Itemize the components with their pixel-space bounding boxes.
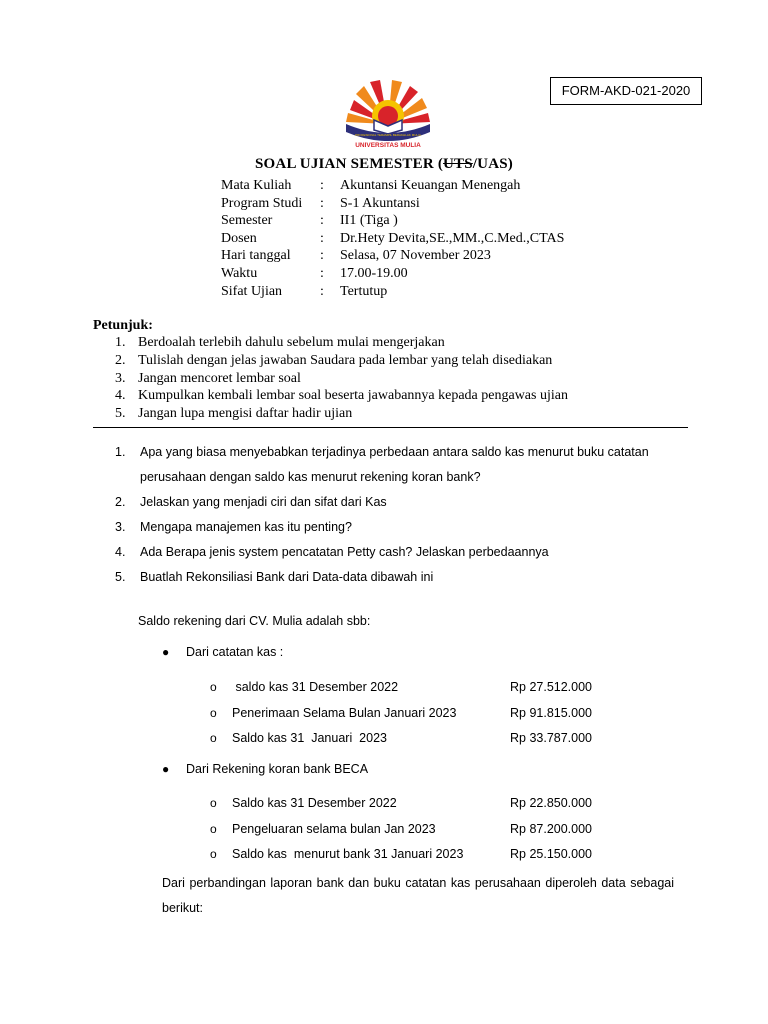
- question-item: [115, 540, 680, 565]
- title-struck-uts: UTS: [443, 156, 473, 172]
- circle-bullet-icon: o: [210, 847, 217, 861]
- closing-paragraph: Dari perbandingan laporan bank dan buku catatan kas perusahaan diperoleh data sebagai berikut:: [162, 876, 674, 915]
- question-item: [115, 490, 680, 515]
- logo-banner-text: UNIVERSITAS MULIA: [355, 142, 421, 149]
- balance-label: Penerimaan Selama Bulan Januari 2023: [232, 705, 457, 720]
- instruction-number: 2.: [115, 352, 126, 368]
- question-item: [115, 440, 680, 490]
- instruction-text: Jangan lupa mengisi daftar hadir ujian: [138, 406, 353, 422]
- university-logo: [340, 80, 436, 150]
- question-number: 4.: [115, 545, 126, 559]
- balance-label: saldo kas 31 Desember 2022: [232, 680, 399, 694]
- info-label: Semester: [221, 213, 273, 229]
- bullet-icon: ●: [162, 762, 170, 776]
- balance-amount: Rp 25.150.000: [510, 847, 593, 861]
- questions-list: [115, 440, 680, 590]
- info-colon: :: [320, 283, 324, 299]
- info-value: Selasa, 07 November 2023: [340, 248, 491, 264]
- question-text: Jelaskan yang menjadi ciri dan sifat dari Kas: [140, 495, 387, 509]
- instruction-number: 5.: [115, 406, 126, 422]
- info-colon: :: [320, 213, 324, 229]
- instruction-text: Berdoalah terlebih dahulu sebelum mulai mengerjakan: [138, 335, 445, 350]
- catatan-kas-rows: [0, 675, 768, 752]
- balance-amount: Rp 27.512.000: [510, 680, 593, 694]
- question-number: 3.: [115, 520, 126, 534]
- balance-amount: Rp 91.815.000: [510, 705, 593, 720]
- info-value: II1 (Tiga ): [340, 213, 398, 229]
- info-value: Akuntansi Keuangan Menengah: [340, 178, 521, 193]
- section-heading-text: Dari Rekening koran bank BECA: [186, 762, 369, 776]
- balance-amount: Rp 87.200.000: [510, 821, 593, 836]
- logo-ribbon-text: PROFESIONAL TERAMPIL BERAKHLAK MULIA: [355, 133, 421, 137]
- circle-bullet-icon: o: [210, 821, 217, 836]
- title-prefix: SOAL UJIAN SEMESTER (: [255, 156, 444, 172]
- question-item: [115, 565, 680, 590]
- instructions-heading: Petunjuk:: [93, 318, 153, 333]
- info-colon: :: [320, 230, 324, 246]
- info-label: Dosen: [221, 230, 257, 246]
- info-colon: :: [320, 178, 324, 193]
- circle-bullet-icon: o: [210, 705, 217, 720]
- balance-label: Saldo kas menurut bank 31 Januari 2023: [232, 847, 464, 861]
- instruction-number: 4.: [115, 388, 126, 404]
- info-colon: :: [320, 265, 324, 281]
- info-label: Waktu: [221, 265, 258, 281]
- info-colon: :: [320, 248, 324, 264]
- balance-row: [0, 701, 768, 727]
- balance-row: [0, 817, 768, 843]
- info-label: Sifat Ujian: [221, 283, 283, 299]
- info-label: Mata Kuliah: [221, 178, 292, 193]
- info-colon: :: [320, 195, 324, 211]
- balance-row: [0, 791, 768, 817]
- circle-bullet-icon: o: [210, 796, 217, 810]
- info-value: S-1 Akuntansi: [340, 195, 420, 211]
- info-label: Hari tanggal: [221, 248, 291, 264]
- balance-label: Saldo kas 31 Desember 2022: [232, 796, 397, 810]
- question-number: 5.: [115, 570, 126, 584]
- balance-amount: Rp 22.850.000: [510, 796, 593, 810]
- balance-label: Pengeluaran selama bulan Jan 2023: [232, 821, 436, 836]
- form-code-box: FORM-AKD-021-2020: [550, 77, 702, 105]
- question-text: Apa yang biasa menyebabkan terjadinya perbedaan antara saldo kas menurut buku catatan perusahaan dengan saldo kas menurut rekening koran bank?: [140, 445, 649, 484]
- info-value: Dr.Hety Devita,SE.,MM.,C.Med.,CTAS: [340, 230, 565, 246]
- question-item: [115, 515, 680, 540]
- instruction-number: 1.: [115, 335, 126, 350]
- bullet-icon: ●: [162, 645, 170, 659]
- info-value: Tertutup: [340, 283, 388, 299]
- circle-bullet-icon: o: [210, 680, 217, 694]
- title-suffix: /UAS): [472, 156, 513, 172]
- instruction-text: Kumpulkan kembali lembar soal beserta jawabannya kepada pengawas ujian: [138, 388, 568, 404]
- balance-row: [0, 842, 768, 868]
- circle-bullet-icon: o: [210, 731, 217, 745]
- university-logo-graphic: [340, 80, 436, 150]
- instruction-text: Tulislah dengan jelas jawaban Saudara pada lembar yang telah disediakan: [138, 352, 553, 368]
- question-number: 1.: [115, 445, 126, 459]
- info-label: Program Studi: [221, 195, 303, 211]
- rekening-koran-rows: [0, 791, 768, 868]
- question-text: Mengapa manajemen kas itu penting?: [140, 520, 352, 534]
- question-text: Buatlah Rekonsiliasi Bank dari Data-data dibawah ini: [140, 570, 434, 584]
- instruction-number: 3.: [115, 370, 126, 386]
- section-divider: [93, 427, 688, 428]
- balance-label: Saldo kas 31 Januari 2023: [232, 731, 387, 745]
- balance-amount: Rp 33.787.000: [510, 731, 593, 745]
- saldo-intro: Saldo rekening dari CV. Mulia adalah sbb:: [138, 614, 371, 628]
- section-heading-text: Dari catatan kas :: [186, 645, 284, 659]
- question-number: 2.: [115, 495, 126, 509]
- question-text: Ada Berapa jenis system pencatatan Petty cash? Jelaskan perbedaannya: [140, 545, 549, 559]
- balance-row: [0, 675, 768, 701]
- balance-row: [0, 726, 768, 752]
- exam-title: [0, 156, 768, 173]
- instruction-text: Jangan mencoret lembar soal: [138, 370, 301, 386]
- info-value: 17.00-19.00: [340, 265, 408, 281]
